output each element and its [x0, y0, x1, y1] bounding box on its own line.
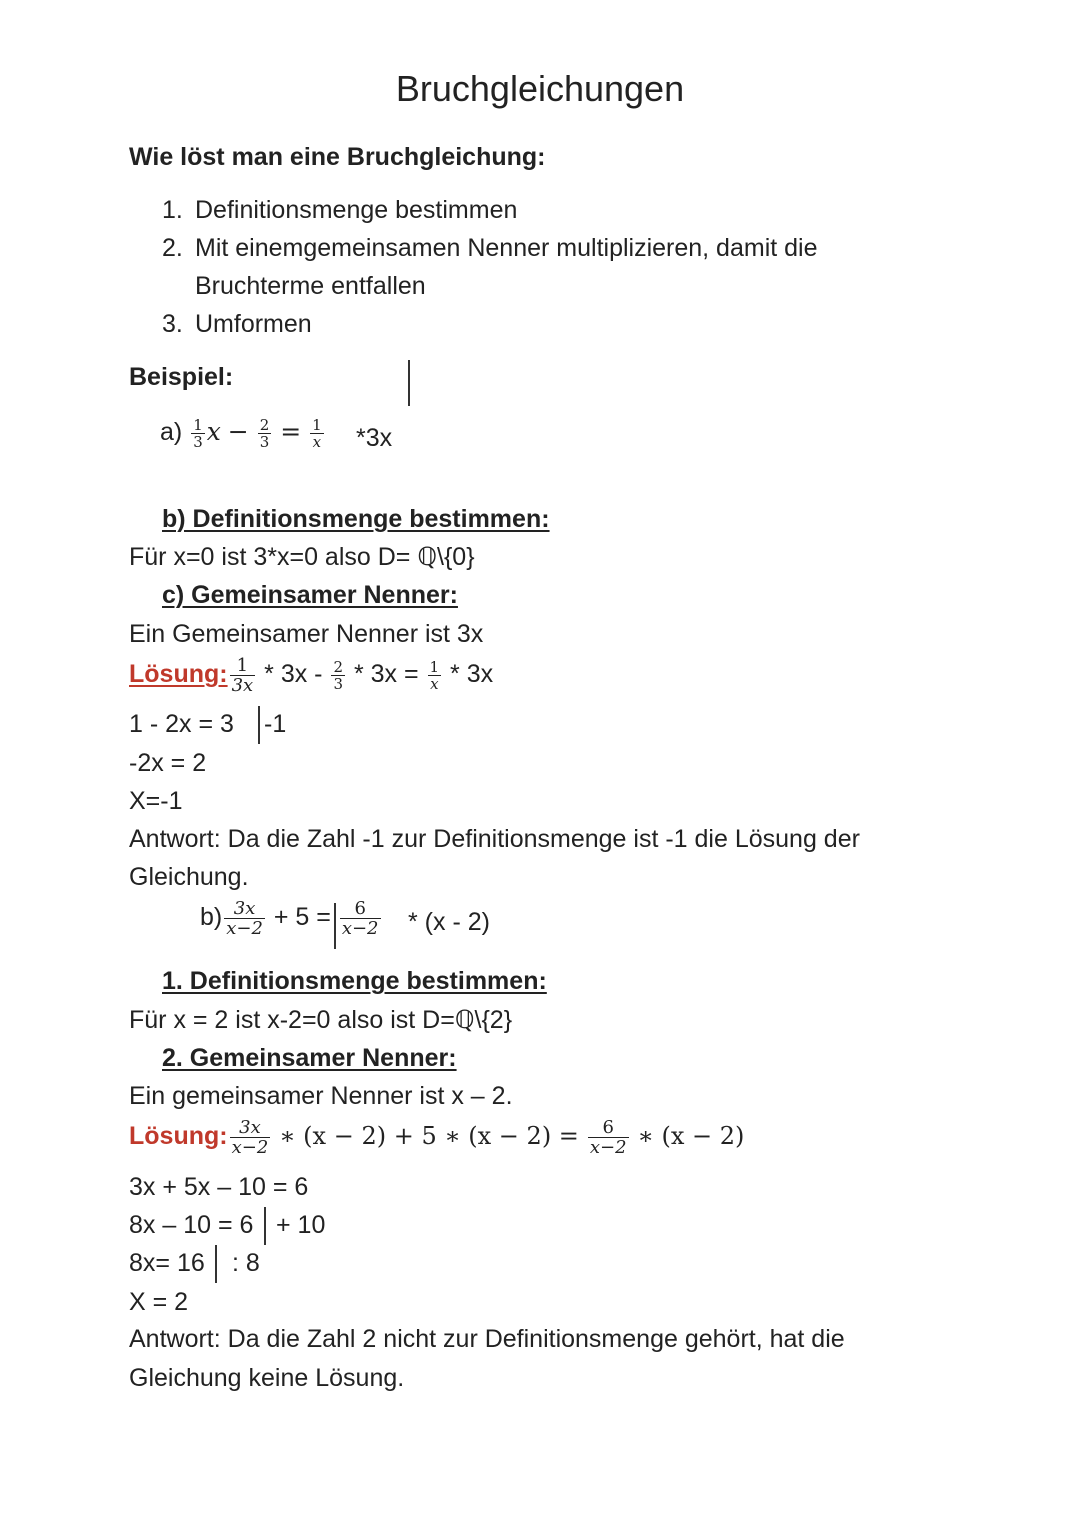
definition-heading-a: b) Definitionsmenge bestimmen: — [162, 505, 550, 533]
solution-b-part-2: ∗ (x − 2) — [637, 1122, 745, 1151]
fraction-two-thirds-solution: $\frac{2}{3}$ — [333, 658, 344, 693]
denominator-heading-b: 2. Gemeinsamer Nenner: — [162, 1044, 457, 1072]
fraction-one-over-x-solution: $\frac{1}{x}$ — [429, 658, 440, 693]
fraction-3x-over-x-minus-2: $\frac{3x}{x-2}$ — [226, 898, 263, 939]
denominator-text-a: Ein Gemeinsamer Nenner ist 3x — [129, 620, 484, 648]
solution-a-equation — [129, 656, 493, 695]
intro-heading: Wie löst man eine Bruchgleichung: — [129, 143, 546, 171]
solution-label-b: Lösung: — [129, 1122, 228, 1151]
step-1-number: 1. — [162, 196, 183, 224]
fraction-3x-over-x-minus-2-solution: $\frac{3x}{x-2}$ — [231, 1117, 269, 1158]
divider-line — [408, 360, 410, 406]
minus-sign: − — [227, 417, 249, 447]
fraction-one-over-x: $\frac{1}{x}$ — [312, 416, 322, 451]
answer-b-line-1: Antwort: Da die Zahl 2 nicht zur Definitionsmenge gehört, hat die — [129, 1325, 845, 1353]
equation-a-label: a) — [160, 418, 183, 447]
equation-a — [160, 417, 326, 450]
fraction-one-over-3x: $\frac{1}{3x}$ — [231, 655, 254, 696]
solution-a-step-2: -2x = 2 — [129, 749, 207, 777]
solution-b-step-3: 8x= 16 — [129, 1249, 205, 1277]
variable-x: x — [206, 417, 221, 447]
operation-bar — [258, 706, 260, 744]
page-title: Bruchgleichungen — [395, 68, 685, 109]
operation-bar-b-1 — [264, 1207, 266, 1245]
fraction-6-over-x-minus-2: $\frac{6}{x-2}$ — [341, 898, 379, 939]
denominator-text-b: Ein gemeinsamer Nenner ist x – 2. — [129, 1082, 513, 1110]
solution-b-result: X = 2 — [129, 1288, 189, 1316]
answer-b-line-2: Gleichung keine Lösung. — [129, 1364, 405, 1392]
step-2-continuation: Bruchterme entfallen — [195, 272, 426, 300]
equation-b — [200, 899, 383, 938]
solution-b-operation-2: : 8 — [232, 1249, 260, 1277]
step-3-text: Umformen — [195, 310, 312, 338]
solution-a-part-1: * 3x - — [264, 660, 323, 689]
solution-a-step-1: 1 - 2x = 3 — [129, 710, 234, 738]
equals-sign: = — [280, 417, 302, 447]
equation-b-bar — [334, 903, 336, 949]
fraction-two-thirds: $\frac{2}{3}$ — [259, 416, 270, 451]
solution-b-equation — [129, 1118, 744, 1157]
equation-a-multiplier: *3x — [356, 424, 393, 452]
definition-heading-b: 1. Definitionsmenge bestimmen: — [162, 967, 547, 995]
solution-b-operation-1: + 10 — [276, 1211, 326, 1239]
fraction-one-third: $\frac{1}{3}$ — [193, 416, 203, 451]
definition-text-a: Für x=0 ist 3*x=0 also D= ℚ\{0} — [129, 543, 475, 571]
solution-b-step-1: 3x + 5x – 10 = 6 — [129, 1173, 309, 1201]
solution-label-a: Lösung: — [129, 660, 228, 689]
solution-b-step-2: 8x – 10 = 6 — [129, 1211, 254, 1239]
solution-a-result: X=-1 — [129, 787, 183, 815]
solution-a-part-3: * 3x — [450, 660, 494, 689]
equation-b-label: b) — [200, 903, 223, 932]
solution-a-part-2: * 3x = — [353, 660, 419, 689]
step-2-number: 2. — [162, 234, 183, 262]
operation-bar-b-2 — [215, 1245, 217, 1283]
solution-b-part-1: ∗ (x − 2) + 5 ∗ (x − 2) = — [279, 1122, 579, 1151]
equation-b-plus: + 5 = — [273, 903, 331, 932]
answer-a-line-2: Gleichung. — [129, 863, 249, 891]
solution-a-operation: -1 — [264, 710, 287, 738]
answer-a-line-1: Antwort: Da die Zahl -1 zur Definitionsmenge ist -1 die Lösung der — [129, 825, 860, 853]
fraction-6-over-x-minus-2-solution: $\frac{6}{x-2}$ — [589, 1117, 627, 1158]
definition-text-b: Für x = 2 ist x-2=0 also ist D=ℚ\{2} — [129, 1006, 513, 1034]
step-3-number: 3. — [162, 310, 183, 338]
equation-b-multiplier: * (x - 2) — [408, 908, 490, 936]
step-2-text: Mit einemgemeinsamen Nenner multiplizieren, damit die — [195, 234, 818, 262]
step-1-text: Definitionsmenge bestimmen — [195, 196, 518, 224]
denominator-heading-a: c) Gemeinsamer Nenner: — [162, 581, 458, 609]
example-heading: Beispiel: — [129, 363, 234, 391]
